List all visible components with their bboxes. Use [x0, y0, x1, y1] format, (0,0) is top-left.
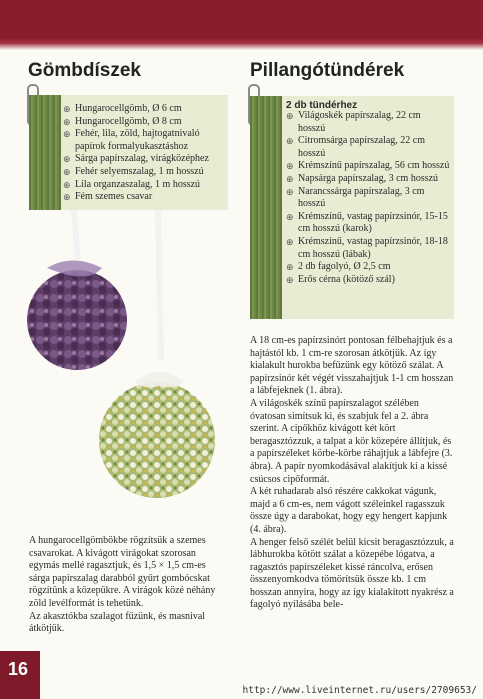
materials-subhead: 2 db tündérhez — [286, 100, 358, 111]
list-item: ⊕ Lila organzaszalag, 1 m hosszú — [63, 179, 224, 192]
materials-list-right — [286, 110, 450, 286]
watermark-url: http://www.liveinternet.ru/users/2709653/ — [242, 685, 477, 696]
list-item: ⊕ Hungarocellgömb, Ø 6 cm — [63, 103, 224, 116]
top-decorative-band — [0, 0, 483, 44]
ornament-balls-photo — [22, 210, 232, 535]
green-strip-decoration — [29, 95, 61, 210]
title-gombdiszek: Gömbdíszek — [28, 60, 141, 81]
list-item: ⊕ Fehér, lila, zöld, hajtogatnivaló papírok formalyukasztáshoz — [63, 128, 224, 153]
paragraph: A 18 cm-es papírzsinórt pontosan félbehajtjuk és a hajtástól kb. 1 cm-re szorosan átkötjük. Az így kialakult hurokba befűzünk egy kötöző szálat. A papírzsinór két végét visszahajtjuk 1-1 cm hosszan a lábfejeknek (1. ábra). — [250, 335, 454, 397]
title-pillangotunderek: Pillangótündérek — [250, 60, 405, 81]
list-item: ⊕ Napsárga papírszalag, 3 cm hosszú — [286, 173, 450, 186]
list-item: ⊕ Erős cérna (kötöző szál) — [286, 274, 450, 287]
list-item: ⊕ Világoskék papírszalag, 22 cm hosszú — [286, 110, 450, 135]
list-item: ⊕ Krémszínű, vastag papírzsinór, 15-15 cm hosszú (karok) — [286, 211, 450, 236]
materials-box-right — [250, 96, 454, 319]
paragraph: Az akasztókba szalagot fűzünk, és masnival átkötjük. — [29, 610, 206, 635]
materials-list-left — [63, 103, 224, 204]
list-item: ⊕ Fehér selyemszalag, 1 m hosszú — [63, 166, 224, 179]
list-item: ⊕ Citromsárga papírszalag, 22 cm hosszú — [286, 135, 450, 160]
paragraph: A hungarocellgömbökbe rögzítsük a szemes csavarokat. A kivágott virágokat szorosan egymás mellé ragasztjuk, és 1,5 × 1,5 cm-es sárga papírszalag darabból gyűrt gombócskat rögzítünk a közepükre. A virágok közé néhány zöld levélformát is tehetünk. — [29, 535, 216, 609]
page-number-badge — [0, 651, 40, 699]
list-item: ⊕ Sárga papírszalag, virágközéphez — [63, 153, 224, 166]
list-item: ⊕ Narancssárga papírszalag, 3 cm hosszú — [286, 186, 450, 211]
list-item: ⊕ Hungarocellgömb, Ø 8 cm — [63, 116, 224, 129]
list-item: ⊕ Krémszínű papírszalag, 56 cm hosszú — [286, 160, 450, 173]
paragraph: A két ruhadarab alsó részére cakkokat vágunk, majd a 6 cm-es, nem vágott széleinkel ragasszuk össze úgy a darabokat, hogy egy hengert kapjunk (4. ábra). — [250, 486, 448, 535]
green-strip-decoration — [250, 96, 282, 319]
paragraph: A henger felső szélét belül kicsit beragasztózzuk, a lábhurokba kötött szálat a közepébe lógatva, a ragasztós papírszéleket kissé ráncolva, erősen összenyomkodva tömörítsük össze kb. 1 cm hosszan annyira, hogy az így kialakított nyakrész a fagolyó nyílásába bele- — [250, 536, 454, 611]
list-item: ⊕ Krémszínű, vastag papírzsinór, 18-18 cm hosszú (lábak) — [286, 236, 450, 261]
paragraph: A világoskék színű papírszalagot szélében óvatosan simítsuk ki, és szabjuk fel a 2. ábra szerint. A cipőkhöz kivágott két kört beragasztózzuk, a talpat a kör közepére állítjuk, és a papírszéleket körbe-körbe ráhajtjuk a lábfejre (3. ábra). A papír nyomkodásával alakítjuk ki a kissé csúcsos cipőformát. — [250, 397, 453, 485]
materials-box-left — [29, 95, 228, 210]
page-number: 16 — [8, 659, 29, 679]
body-text-right — [250, 335, 455, 612]
body-text-left — [29, 535, 225, 636]
list-item: ⊕ 2 db fagolyó, Ø 2,5 cm — [286, 261, 450, 274]
list-item: ⊕ Fém szemes csavar — [63, 191, 224, 204]
